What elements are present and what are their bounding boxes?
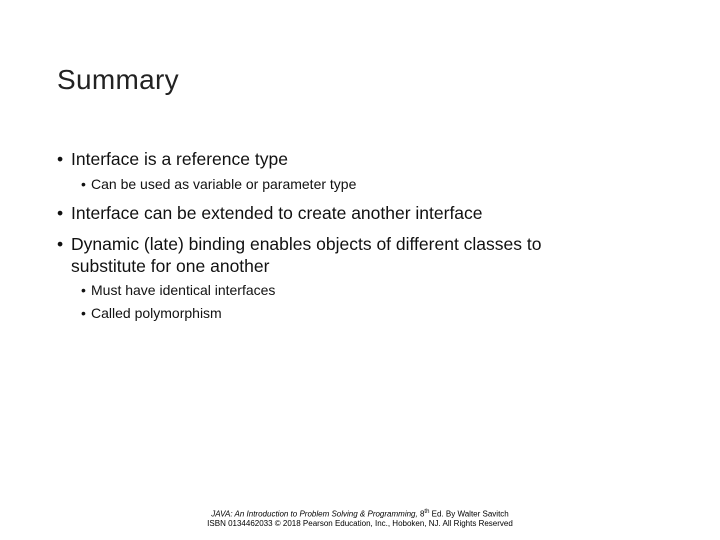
footer-edition-suffix: th xyxy=(424,509,430,515)
footer-copyright-line: ISBN 0134462033 © 2018 Pearson Education, Inc., Hoboken, NJ. All Rights Reserved xyxy=(207,519,513,528)
bullet-dot: • xyxy=(81,176,86,192)
footer-edition-number: 8 xyxy=(419,509,425,519)
footer-book-title: JAVA: An Introduction to Problem Solving & Programming, xyxy=(211,509,418,519)
bullet-dot: • xyxy=(57,234,64,254)
bullet-dot: • xyxy=(81,282,86,298)
bullet-dot: • xyxy=(57,149,64,169)
bullet-text: Can be used as variable or parameter type xyxy=(91,176,357,192)
bullet-text: Must have identical interfaces xyxy=(91,282,276,298)
footer-edition-text: Ed. By Walter Savitch xyxy=(431,509,509,519)
bullet-dot: • xyxy=(81,305,86,321)
bullet-text-line-2: substitute for one another xyxy=(71,256,270,276)
bullet-dot: • xyxy=(57,203,64,223)
bullet-text: Called polymorphism xyxy=(91,305,222,321)
bullet-text: Interface is a reference type xyxy=(71,149,288,169)
slide-title: Summary xyxy=(57,64,179,95)
bullet-text-line-1: Dynamic (late) binding enables objects of different classes to xyxy=(71,234,542,254)
bullet-text: Interface can be extended to create another interface xyxy=(71,203,483,223)
